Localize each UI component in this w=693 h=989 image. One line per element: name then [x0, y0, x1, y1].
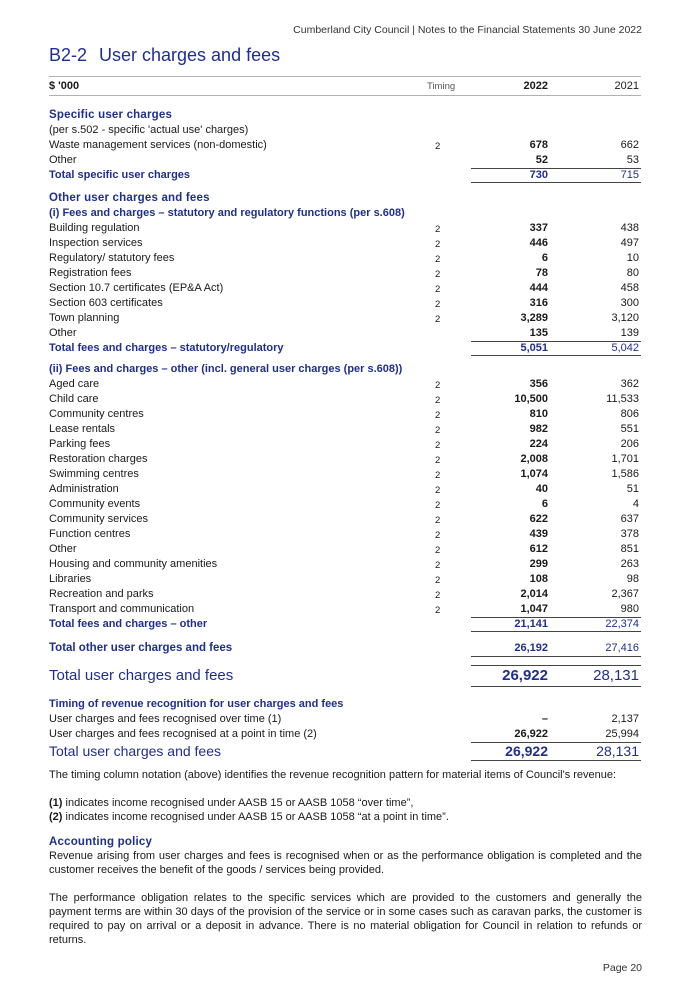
row-value-2022: 40: [535, 483, 548, 495]
row-timing: 2: [435, 224, 441, 235]
row-value-2022: 3,289: [520, 312, 548, 324]
timing-note: The timing column notation (above) identifies the revenue recognition pattern for material items of Council's revenue:: [49, 769, 617, 781]
section-heading: Timing of revenue recognition for user charges and fees: [49, 698, 344, 710]
table-row: [49, 296, 641, 311]
row-label: Child care: [49, 393, 99, 405]
row-timing: 2: [435, 410, 441, 421]
table-row: [49, 221, 641, 236]
row-timing: 2: [435, 515, 441, 526]
row-timing: 2: [435, 530, 441, 541]
row-timing: 2: [435, 239, 441, 250]
row-value-2022: 135: [529, 327, 548, 339]
row-timing: 2: [435, 269, 441, 280]
row-value-2021: 438: [620, 222, 639, 234]
section-heading: Other user charges and fees: [49, 192, 210, 204]
table-row: [49, 377, 641, 392]
section-heading: Specific user charges: [49, 109, 173, 121]
table-row: [49, 542, 641, 557]
row-label: Building regulation: [49, 222, 140, 234]
row-value-2022: 10,500: [514, 393, 548, 405]
row-label: Other: [49, 543, 77, 555]
specific-rows: [49, 138, 641, 168]
row-value-2021: 806: [620, 408, 639, 420]
page-number: Page 20: [602, 962, 642, 974]
row-value-2021: 1,701: [611, 453, 639, 465]
note-title: User charges and fees: [99, 45, 281, 65]
row-value-2022: 2,014: [520, 588, 548, 600]
row-label: Lease rentals: [49, 423, 116, 435]
table-row: [49, 572, 641, 587]
table-row: [49, 392, 641, 407]
row-value-2022: 78: [535, 267, 548, 279]
row-value-2022: 810: [529, 408, 548, 420]
subsection-heading: (i) Fees and charges – statutory and regulatory functions (per s.608): [49, 207, 405, 219]
row-label: Other: [49, 154, 77, 166]
statutory-rows: [49, 221, 641, 341]
row-value-2021: 378: [620, 528, 639, 540]
row-timing: 2: [435, 380, 441, 391]
row-label: Swimming centres: [49, 468, 139, 480]
row-value-2022: –: [541, 713, 548, 725]
row-value-2022: 446: [529, 237, 548, 249]
row-timing: 2: [435, 284, 441, 295]
table-row: [49, 602, 641, 617]
row-value-2022: 337: [529, 222, 548, 234]
note-2: (2) indicates income recognised under AASB 15 or AASB 1058 “at a point in time”.: [49, 811, 449, 823]
year-2021-header: 2021: [614, 80, 639, 92]
row-value-2021: 98: [626, 573, 639, 585]
row-label: Administration: [49, 483, 119, 495]
row-value-2022: 444: [529, 282, 548, 294]
table-row: [49, 482, 641, 497]
row-timing: 2: [435, 440, 441, 451]
row-value-2022: 26,922: [514, 728, 548, 740]
policy-paragraph-2: The performance obligation relates to the specific services which are provided to the customers and generally the payment terms are within 30 days of the provision of the service or in some cases such as caravan parks, the customer is required to pay on arrival or a deposit in advance. There is no material obligation for Council in relation to refunds or returns.: [49, 892, 642, 946]
row-label: Section 603 certificates: [49, 297, 163, 309]
row-value-2022: 224: [529, 438, 548, 450]
subsection-heading: (ii) Fees and charges – other (incl. general user charges (per s.608)): [49, 363, 403, 375]
row-value-2022: 678: [529, 139, 548, 151]
note-number: B2-2: [49, 45, 88, 65]
row-timing: 2: [435, 500, 441, 511]
row-value-2021: 139: [620, 327, 639, 339]
row-label: User charges and fees recognised over time (1): [49, 713, 282, 725]
row-label: Parking fees: [49, 438, 111, 450]
row-value-2021: 458: [620, 282, 639, 294]
row-timing: 2: [435, 605, 441, 616]
row-value-2021: 2,137: [611, 713, 639, 725]
table-row: [49, 153, 641, 168]
row-label: Housing and community amenities: [49, 558, 218, 570]
row-label: Community centres: [49, 408, 144, 420]
row-value-2021: 851: [620, 543, 639, 555]
row-timing: 2: [435, 141, 441, 152]
table-row: [49, 497, 641, 512]
row-timing: 2: [435, 470, 441, 481]
table-row: [49, 281, 641, 296]
row-label: Town planning: [49, 312, 120, 324]
row-value-2021: 497: [620, 237, 639, 249]
policy-heading: Accounting policy: [49, 836, 153, 848]
row-timing: 2: [435, 425, 441, 436]
running-header: Cumberland City Council | Notes to the Financial Statements 30 June 2022: [293, 24, 642, 36]
row-label: Inspection services: [49, 237, 143, 249]
timing-total-row: Total user charges and fees 26,922 28,131: [49, 743, 639, 759]
table-header-row: [49, 76, 641, 96]
row-value-2022: 6: [541, 498, 548, 510]
total-row: Total other user charges and fees 26,192 27,416: [49, 640, 641, 657]
row-value-2021: 662: [620, 139, 639, 151]
row-label: Section 10.7 certificates (EP&A Act): [49, 282, 224, 294]
units-label: $ '000: [49, 80, 80, 92]
row-label: Recreation and parks: [49, 588, 154, 600]
row-value-2021: 2,367: [611, 588, 639, 600]
row-timing: 2: [435, 254, 441, 265]
table-row: [49, 727, 641, 742]
row-timing: 2: [435, 314, 441, 325]
row-value-2021: 300: [620, 297, 639, 309]
row-value-2022: 622: [529, 513, 548, 525]
row-value-2021: 362: [620, 378, 639, 390]
page-title: [49, 45, 280, 66]
total-row: Total fees and charges – other 21,141 22,374: [49, 618, 639, 630]
section-note: (per s.502 - specific 'actual use' charges): [49, 124, 249, 136]
table-row: [49, 407, 641, 422]
grand-total-row: Total user charges and fees 26,922 28,131: [49, 665, 641, 687]
table-row: [49, 467, 641, 482]
row-value-2021: 3,120: [611, 312, 639, 324]
row-label: Aged care: [49, 378, 100, 390]
row-value-2021: 53: [626, 154, 639, 166]
table-row: [49, 266, 641, 281]
row-value-2021: 10: [626, 252, 639, 264]
notes-block: [49, 768, 642, 824]
row-value-2022: 356: [529, 378, 548, 390]
row-label: Restoration charges: [49, 453, 148, 465]
row-value-2022: 612: [529, 543, 548, 555]
row-value-2022: 6: [541, 252, 548, 264]
table-row: [49, 422, 641, 437]
total-row: Total specific user charges 730 715: [49, 169, 639, 181]
row-timing: 2: [435, 395, 441, 406]
row-value-2022: 1,047: [520, 603, 548, 615]
row-value-2022: 299: [529, 558, 548, 570]
policy-paragraph-1: Revenue arising from user charges and fees is recognised when or as the performance obligation is completed and the customer receives the benefit of the goods / services being provided.: [49, 850, 642, 876]
row-timing: 2: [435, 299, 441, 310]
row-value-2022: 52: [535, 154, 548, 166]
row-value-2022: 1,074: [520, 468, 548, 480]
table-row: [49, 527, 641, 542]
table-row: [49, 557, 641, 572]
table-row: [49, 138, 641, 153]
table-row: [49, 251, 641, 266]
row-label: Waste management services (non-domestic): [49, 139, 267, 151]
table-row: [49, 452, 641, 467]
row-value-2021: 206: [620, 438, 639, 450]
row-label: Other: [49, 327, 77, 339]
row-value-2021: 263: [620, 558, 639, 570]
year-2022-header: 2022: [523, 80, 548, 92]
row-label: Registration fees: [49, 267, 132, 279]
row-label: User charges and fees recognised at a point in time (2): [49, 728, 317, 740]
row-timing: 2: [435, 545, 441, 556]
table-row: [49, 236, 641, 251]
timing-column-header: Timing: [427, 81, 456, 92]
row-value-2021: 551: [620, 423, 639, 435]
row-value-2021: 4: [632, 498, 639, 510]
row-timing: 2: [435, 560, 441, 571]
note-1: (1) indicates income recognised under AASB 15 or AASB 1058 “over time”,: [49, 797, 414, 809]
total-row: Total fees and charges – statutory/regulatory 5,051 5,042: [49, 342, 639, 354]
row-label: Function centres: [49, 528, 131, 540]
row-value-2022: 982: [529, 423, 548, 435]
general-rows: [49, 377, 641, 617]
row-value-2021: 1,586: [611, 468, 639, 480]
row-timing: 2: [435, 455, 441, 466]
table-row: [49, 326, 641, 341]
row-value-2021: 980: [620, 603, 639, 615]
table-row: [49, 437, 641, 452]
row-value-2022: 439: [529, 528, 548, 540]
timing-rows: [49, 712, 641, 742]
table-row: [49, 712, 641, 727]
row-label: Regulatory/ statutory fees: [49, 252, 175, 264]
row-value-2021: 637: [620, 513, 639, 525]
row-value-2021: 80: [626, 267, 639, 279]
row-value-2021: 11,533: [606, 393, 639, 405]
row-value-2021: 25,994: [605, 728, 639, 740]
accounting-policy: [49, 835, 642, 947]
table-row: [49, 311, 641, 326]
table-row: [49, 587, 641, 602]
row-label: Community events: [49, 498, 141, 510]
row-value-2021: 51: [626, 483, 639, 495]
row-label: Transport and communication: [49, 603, 195, 615]
row-timing: 2: [435, 575, 441, 586]
row-value-2022: 108: [529, 573, 548, 585]
row-timing: 2: [435, 485, 441, 496]
row-label: Libraries: [49, 573, 92, 585]
row-value-2022: 316: [529, 297, 548, 309]
row-value-2022: 2,008: [520, 453, 548, 465]
row-label: Community services: [49, 513, 149, 525]
row-timing: 2: [435, 590, 441, 601]
table-row: [49, 512, 641, 527]
user-charges-table: [49, 76, 641, 761]
